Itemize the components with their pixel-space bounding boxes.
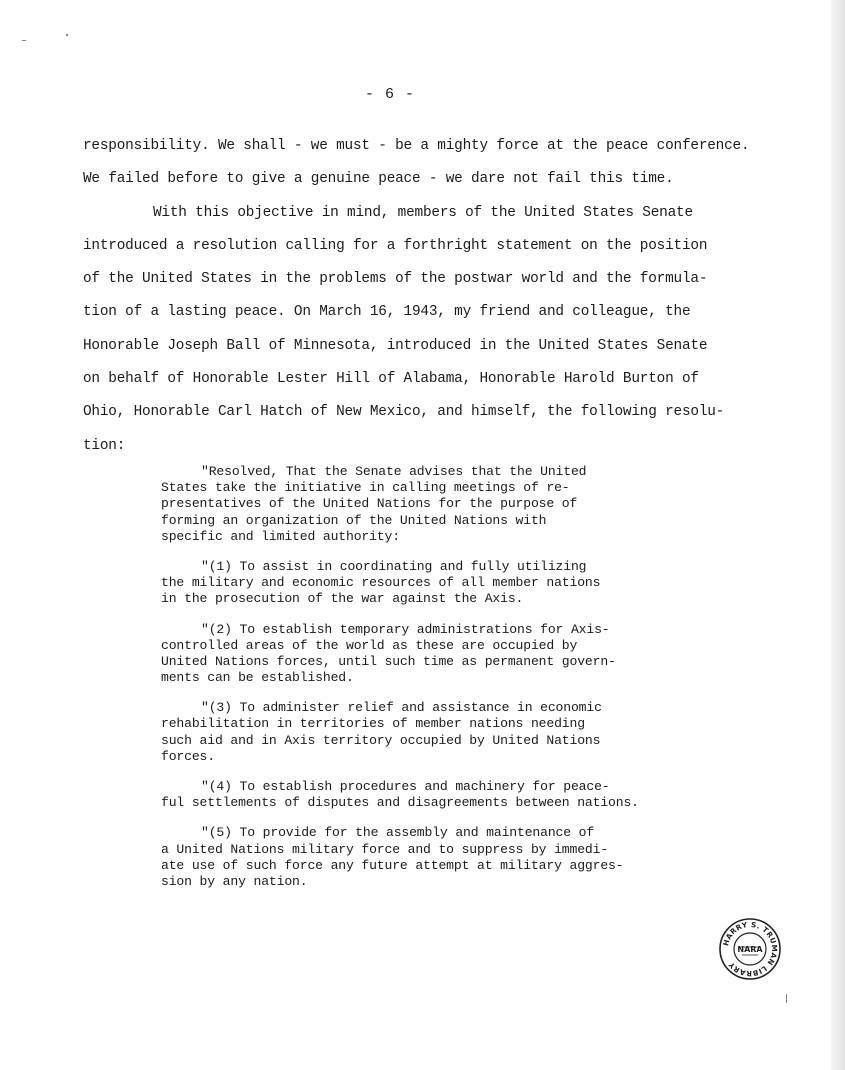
resolution-quote bbox=[161, 464, 701, 890]
quote-line: such aid and in Axis territory occupied by United Nations bbox=[161, 732, 601, 748]
body-line: on behalf of Honorable Lester Hill of Alabama, Honorable Harold Burton of bbox=[83, 371, 699, 388]
body-line: With this objective in mind, members of the United States Senate bbox=[153, 204, 693, 221]
quote-line: States take the initiative in calling meetings of re- bbox=[161, 480, 570, 496]
stamp-center-text: NARA bbox=[737, 945, 763, 954]
resolution-item-4 bbox=[161, 779, 701, 811]
quote-line: "(1) To assist in coordinating and fully utilizing bbox=[201, 558, 587, 574]
body-line: responsibility. We shall - we must - be a mighty force at the peace conference. bbox=[83, 138, 750, 154]
quote-line: ate use of such force any future attempt at military aggres- bbox=[161, 857, 624, 873]
quote-line: sion by any nation. bbox=[161, 873, 308, 889]
resolution-item-1 bbox=[161, 559, 701, 608]
scan-speck bbox=[66, 34, 68, 36]
resolution-item-2 bbox=[161, 622, 701, 687]
page-edge-shadow bbox=[831, 0, 845, 1070]
resolution-item-3 bbox=[161, 700, 701, 765]
quote-line: rehabilitation in territories of member nations needing bbox=[161, 716, 585, 732]
body-line: Ohio, Honorable Carl Hatch of New Mexico, and himself, the following resolu- bbox=[83, 404, 725, 421]
body-text bbox=[83, 130, 750, 463]
library-stamp bbox=[718, 917, 782, 981]
page-number: - 6 - bbox=[364, 86, 415, 103]
resolution-item-5 bbox=[161, 825, 701, 890]
quote-line: forces. bbox=[161, 748, 215, 764]
stamp-ring-text: HARRY S. TRUMAN LIBRARY bbox=[721, 919, 780, 979]
resolution-preamble bbox=[161, 464, 701, 545]
body-line: Honorable Joseph Ball of Minnesota, introduced in the United States Senate bbox=[83, 337, 708, 354]
scan-speck bbox=[786, 994, 787, 1003]
body-line: tion of a lasting peace. On March 16, 1943, my friend and colleague, the bbox=[83, 304, 691, 321]
quote-line: "(2) To establish temporary administrations for Axis- bbox=[201, 621, 610, 637]
quote-line: specific and limited authority: bbox=[161, 528, 400, 544]
body-line: We failed before to give a genuine peace - we dare not fail this time. bbox=[83, 171, 674, 188]
body-line: introduced a resolution calling for a forthright statement on the position bbox=[83, 237, 708, 254]
quote-line: a United Nations military force and to suppress by immedi- bbox=[161, 841, 609, 857]
scan-speck bbox=[22, 40, 26, 41]
body-line: of the United States in the problems of the postwar world and the formula- bbox=[83, 271, 708, 288]
quote-line: "(4) To establish procedures and machinery for peace- bbox=[201, 779, 610, 794]
truman-library-seal-icon bbox=[718, 917, 782, 981]
quote-line: the military and economic resources of all member nations bbox=[161, 575, 601, 591]
quote-line: "Resolved, That the Senate advises that the United bbox=[201, 464, 587, 479]
quote-line: controlled areas of the world as these are occupied by bbox=[161, 637, 578, 653]
body-line: tion: bbox=[83, 437, 126, 454]
quote-line: presentatives of the United Nations for the purpose of bbox=[161, 496, 578, 512]
quote-line: United Nations forces, until such time as permanent govern- bbox=[161, 653, 616, 669]
quote-line: ful settlements of disputes and disagreements between nations. bbox=[161, 795, 639, 811]
quote-line: in the prosecution of the war against the Axis. bbox=[161, 591, 524, 607]
quote-line: "(3) To administer relief and assistance in economic bbox=[201, 700, 602, 716]
quote-line: forming an organization of the United Nations with bbox=[161, 512, 547, 528]
quote-line: ments can be established. bbox=[161, 670, 354, 686]
quote-line: "(5) To provide for the assembly and maintenance of bbox=[201, 825, 595, 841]
